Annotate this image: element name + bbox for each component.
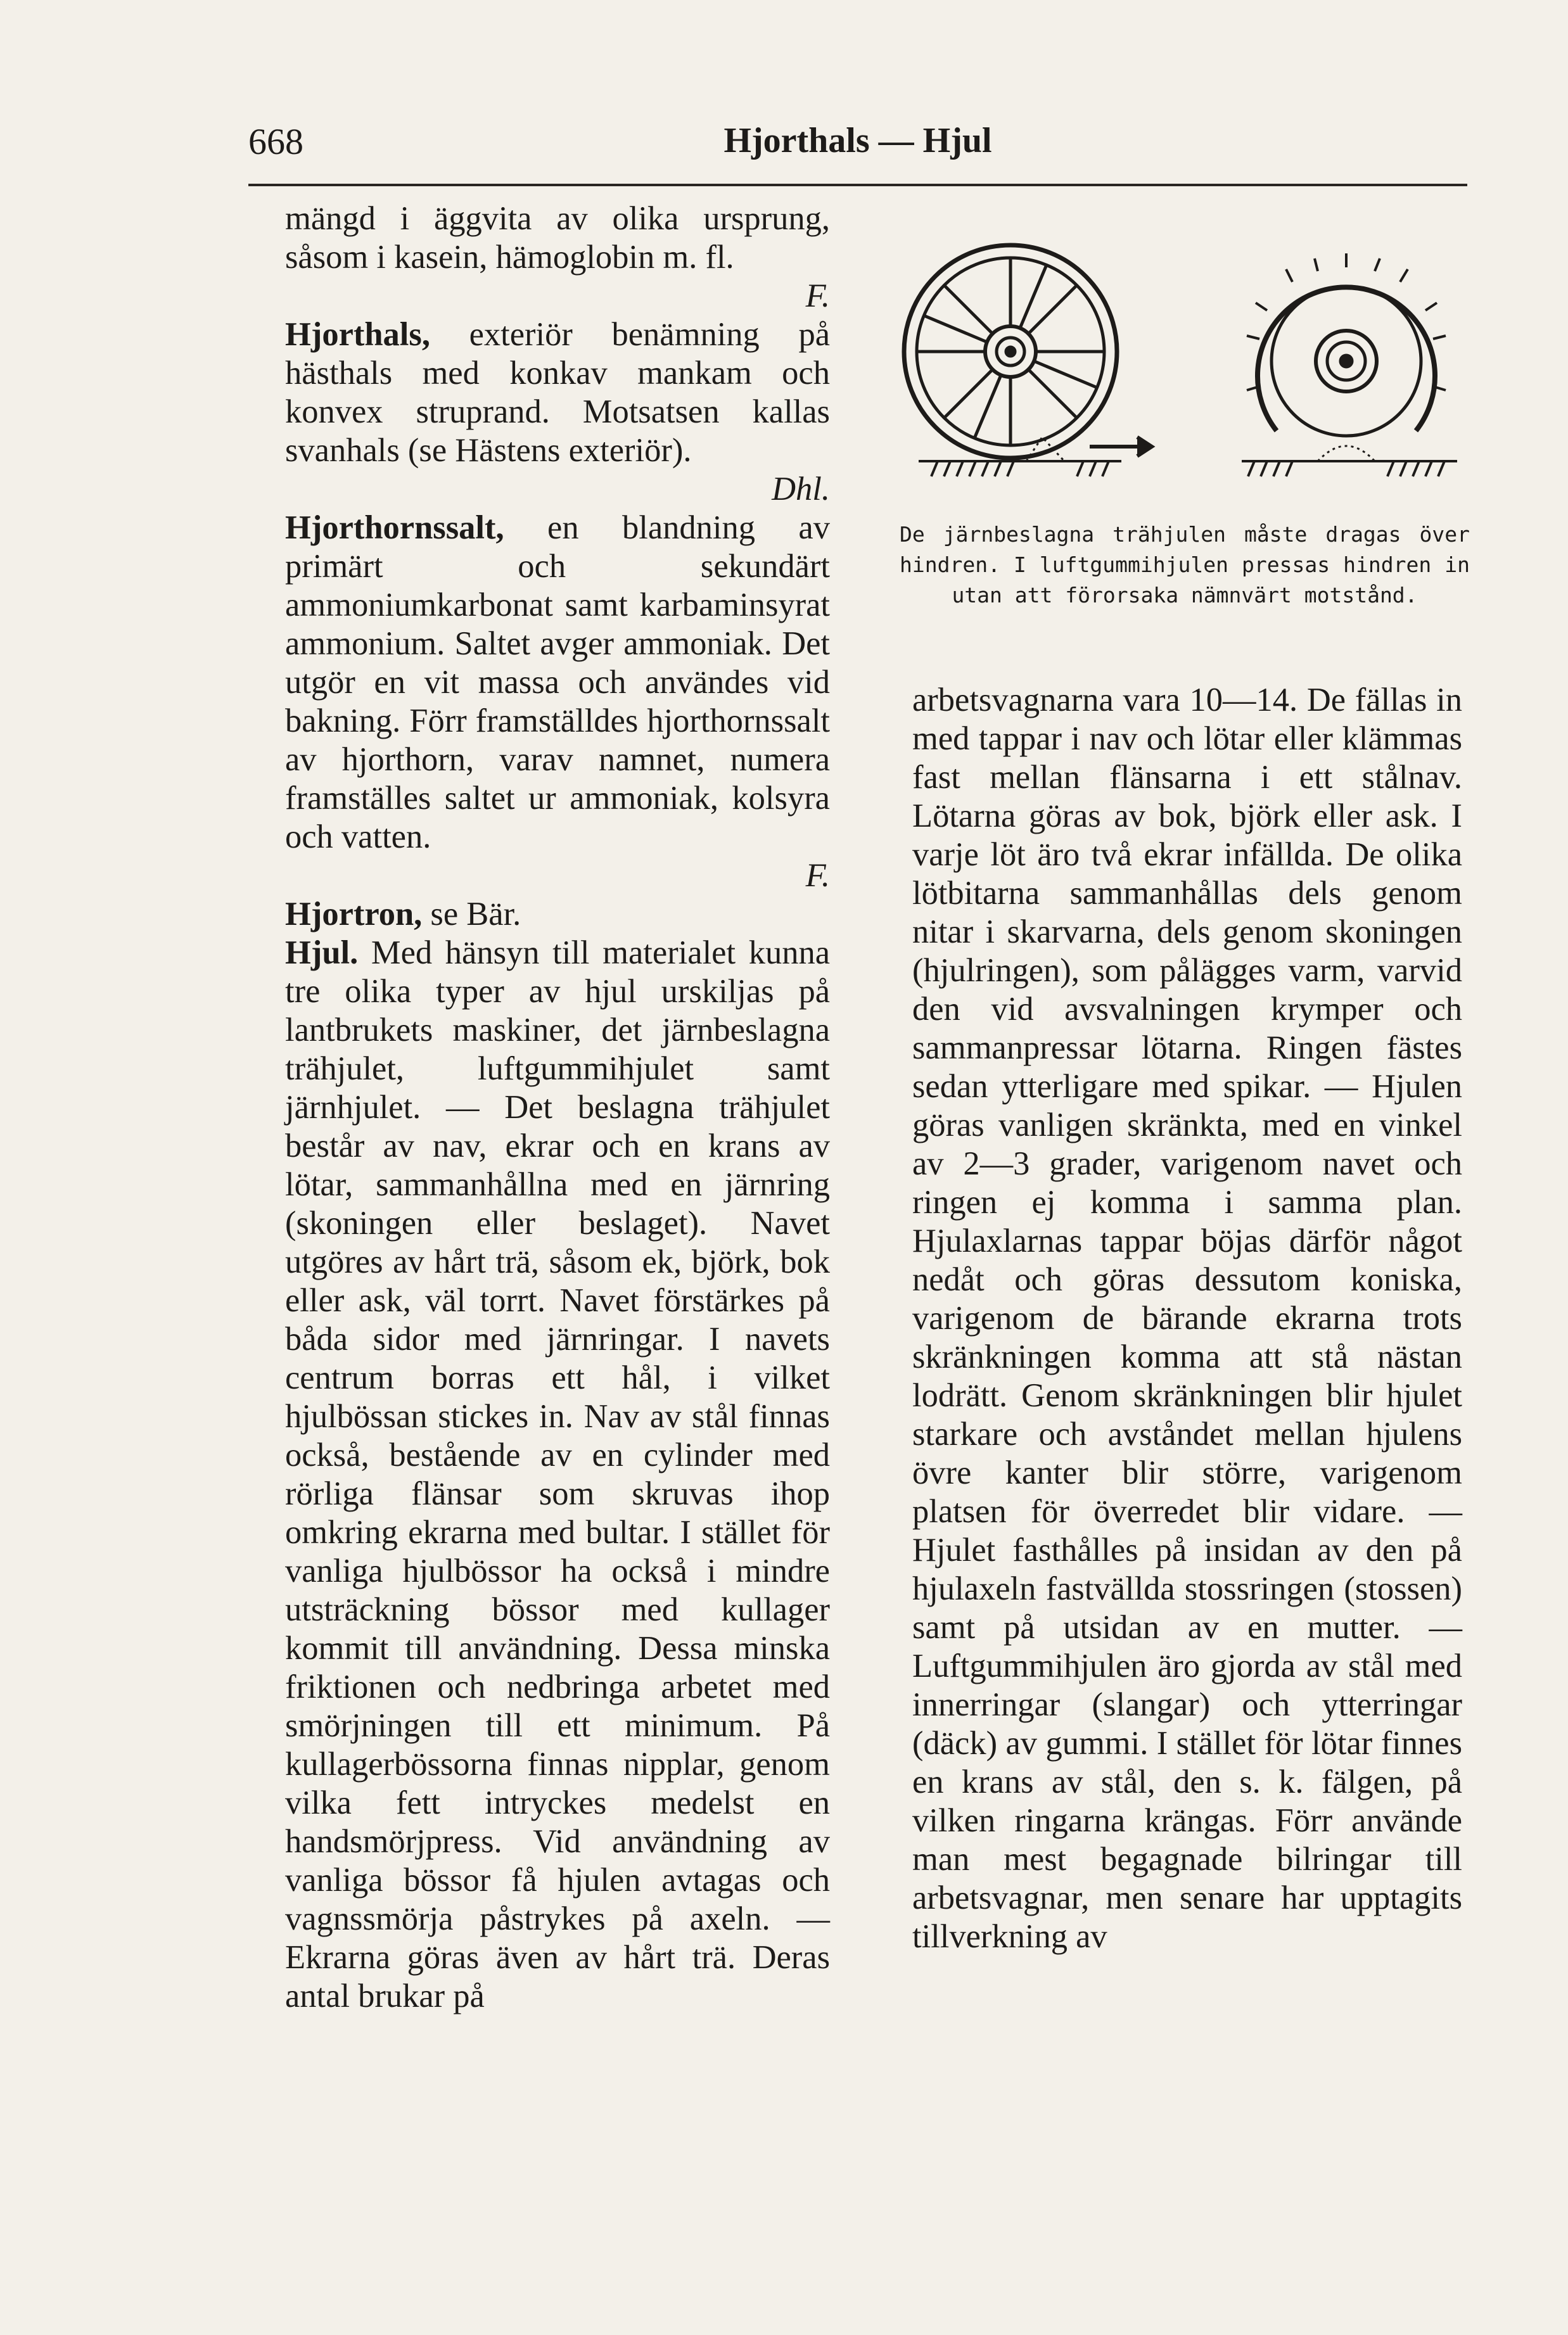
entry-hjorthals [285,315,830,470]
entry-signature: F. [805,857,830,894]
page-number: 668 [248,121,303,162]
intro-text: mängd i äggvita av olika ursprung, såsom i kasein, hämoglobin m. fl. [285,200,830,276]
entry-signature: Dhl. [772,471,830,507]
wooden-wheel-drawing [904,245,1152,476]
entry-hjul [285,934,830,2016]
header-rule [248,184,1467,186]
right-column-text: arbetsvagnarna vara 10—14. De fällas in med tappar i nav och lötar eller klämmas fast mellan flänsarna i ett stålnav. Lötarna göras av bok, björk eller ask. I varje löt äro två ekrar infällda. De olika lötbitarna sammanhållas dels genom nitar i skarvarna, dels genom skoningen (hjulringen), som pålägges varm, varvid den vid avsvalningen krymper och sammanpressar lötarna. Ringen fästes sedan ytterligare med spikar. — Hjulen göras vanligen skränkta, med en vinkel av 2—3 grader, varigenom navet och ringen ej komma i samma plan. Hjulaxlarnas tappar böjas därför något nedåt och göras dessutom koniska, varigenom de bärande ekrarna trots skränkningen komma att stå nästan lodrätt. Genom skränkningen blir hjulet starkare och avståndet mellan hjulens övre kanter blir större, varigenom platsen för överredet blir vidare. — Hjulet fasthålles på insidan av den på hjulaxeln fastvällda stossringen (stossen) samt på utsidan av en mutter. — Luftgummihjulen äro gjorda av stål med innerringar (slangar) och ytterringar (däck) av gummi. I stället för lötar finnes en krans av stål, den s. k. fälgen, på vilken ringarna krängas. Förr använde man mest begagnade bilringar till arbetsvagnar, men senare har upptagits tillverkning av [912,682,1462,1955]
right-column [912,681,1462,1956]
headword: Hjul. [285,934,359,971]
entry-text: exteriör benämning på hästhals med konkav mankam och konvex struprand. Motsatsen kallas svanhals (se Hästens exteriör). [285,316,830,469]
entry-text: Med hänsyn till materialet kunna tre olika typer av hjul urskiljas på lantbrukets maskiner, det järnbeslagna trähjulet, luftgummihjulet samt järnhjulet. — Det beslagna trähjulet består av nav, ekrar och en krans av lötar, sammanhållna med en järnring (skoningen eller beslaget). Navet utgöres av hårt trä, såsom ek, björk, bok eller ask, väl torrt. Navet förstärkes på båda sidor med järnringar. I navets centrum borras ett hål, i vilket hjulbössan stickes in. Nav av stål finnas också, bestående av en cylinder med rörliga flänsar som skruvas ihop omkring ekrarna med bultar. I stället för vanliga hjulbössor ha också i mindre utsträckning bössor med kullager kommit till användning. Dessa minska friktionen och nedbringa arbetet med smörjningen till ett minimum. På kullagerbössorna finnas nipplar, genom vilka fett intryckes medelst en handsmörjpress. Vid användning av vanliga bössor få hjulen avtagas och vagnssmörja påstrykes på axeln. — Ekrarna göras även av hårt trä. Deras antal brukar på [285,934,830,2014]
rubber-wheel-drawing [1242,253,1457,476]
entry-text: en blandning av primärt och sekundärt ammoniumkarbonat samt karbaminsyrat ammonium. Saltet avger ammoniak. Det utgör en vit massa och användes vid bakning. Förr framställdes hjorthornssalt av hjorthorn, varav namnet, numera framställes saltet ur ammoniak, kolsyra och vatten. [285,509,830,855]
intro-signature: F. [805,277,830,314]
entry-hjorthornssalt [285,509,830,856]
left-column [285,200,830,2016]
page-header [248,120,1467,177]
running-title: Hjorthals — Hjul [723,121,992,160]
figure-caption: De järnbeslagna trähjulen måste dragas över hindren. I luftgummihjulen pressas hindren in utan att förorsaka nämnvärt motstånd. [900,522,1470,608]
entry-text: se Bär. [422,896,521,932]
headword: Hjortron, [285,896,423,932]
wheel-illustration [900,241,1470,545]
headword: Hjorthals, [285,316,430,353]
headword: Hjorthornssalt, [285,509,504,546]
entry-hjortron [285,895,830,934]
